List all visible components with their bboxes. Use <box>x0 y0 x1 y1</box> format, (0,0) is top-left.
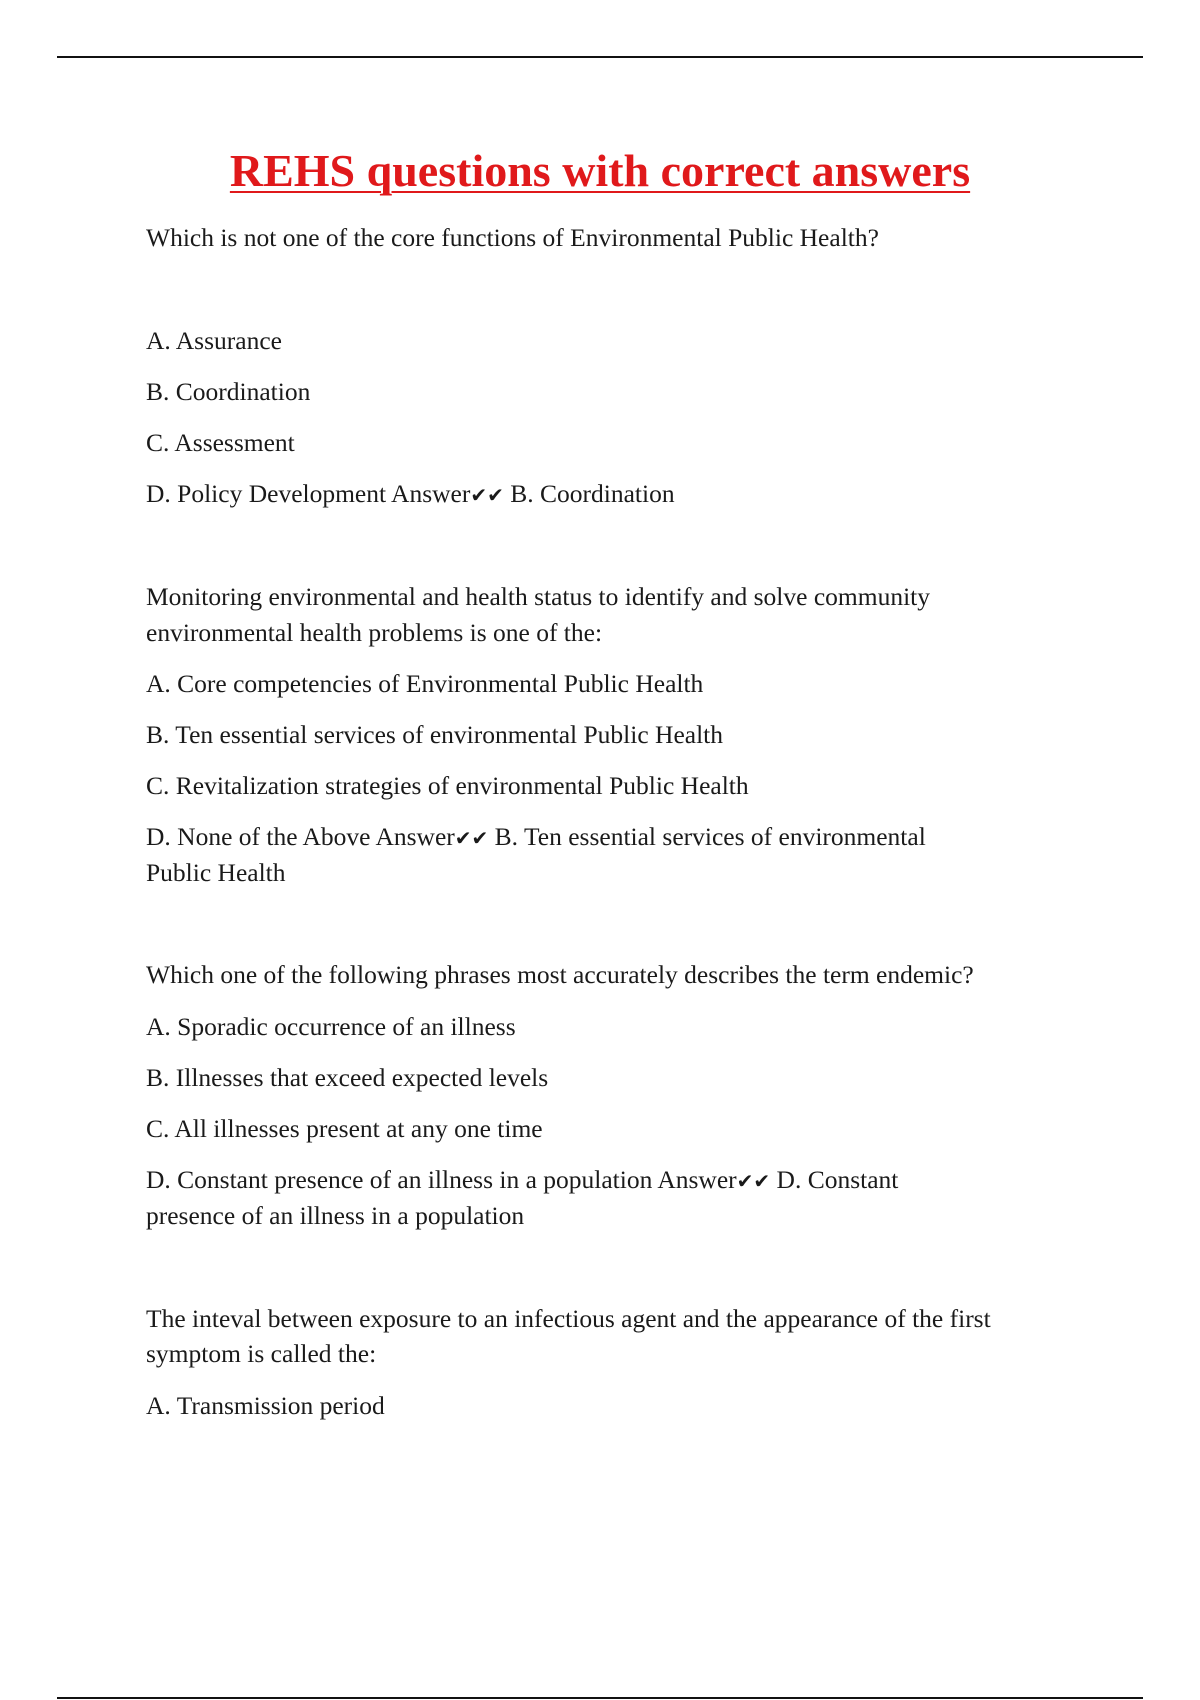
top-rule <box>57 56 1143 58</box>
question-3-answer-line-2: presence of an illness in a population <box>146 1201 525 1230</box>
question-1-option-b: B. Coordination <box>146 377 311 406</box>
question-3-option-d <box>146 1162 1096 1199</box>
question-2-answer-line-1: B. Ten essential services of environmental <box>494 822 926 851</box>
question-4-prompt-line-2: symptom is called the: <box>146 1339 377 1368</box>
bottom-rule <box>57 1697 1143 1699</box>
answer-check-icon: ✔✔ <box>454 826 489 850</box>
page-title: REHS questions with correct answers <box>229 145 971 196</box>
answer-check-icon: ✔✔ <box>470 483 504 507</box>
question-1-option-d-text: D. Policy Development Answer <box>146 479 471 508</box>
question-1-option-d <box>146 476 1096 513</box>
question-3-option-c: C. All illnesses present at any one time <box>146 1114 543 1143</box>
question-1-option-a: A. Assurance <box>146 326 282 355</box>
question-1-prompt: Which is not one of the core functions of Environmental Public Health? <box>146 223 879 252</box>
question-2-answer-line-2: Public Health <box>146 858 286 887</box>
answer-check-icon: ✔✔ <box>736 1169 771 1193</box>
question-1-answer: B. Coordination <box>510 479 675 508</box>
question-3-answer-line-1: D. Constant <box>776 1165 899 1194</box>
question-2-option-d <box>146 819 1096 856</box>
question-1-option-c: C. Assessment <box>146 428 295 457</box>
question-2-prompt-line-2: environmental health problems is one of the: <box>146 618 603 647</box>
question-3-option-a: A. Sporadic occurrence of an illness <box>146 1012 516 1041</box>
question-2-option-b: B. Ten essential services of environmental Public Health <box>146 720 724 749</box>
question-3-option-b: B. Illnesses that exceed expected levels <box>146 1063 549 1092</box>
question-2-option-a: A. Core competencies of Environmental Public Health <box>146 669 704 698</box>
question-4-prompt-line-1: The inteval between exposure to an infectious agent and the appearance of the first <box>146 1304 991 1333</box>
question-4-option-a: A. Transmission period <box>146 1391 385 1420</box>
question-2-option-d-text: D. None of the Above Answer <box>146 822 455 851</box>
question-2-prompt-line-1: Monitoring environmental and health status to identify and solve community <box>146 582 930 611</box>
question-3-prompt: Which one of the following phrases most accurately describes the term endemic? <box>146 960 974 989</box>
question-2-option-c: C. Revitalization strategies of environmental Public Health <box>146 771 749 800</box>
question-3-option-d-text: D. Constant presence of an illness in a population Answer <box>146 1165 737 1194</box>
